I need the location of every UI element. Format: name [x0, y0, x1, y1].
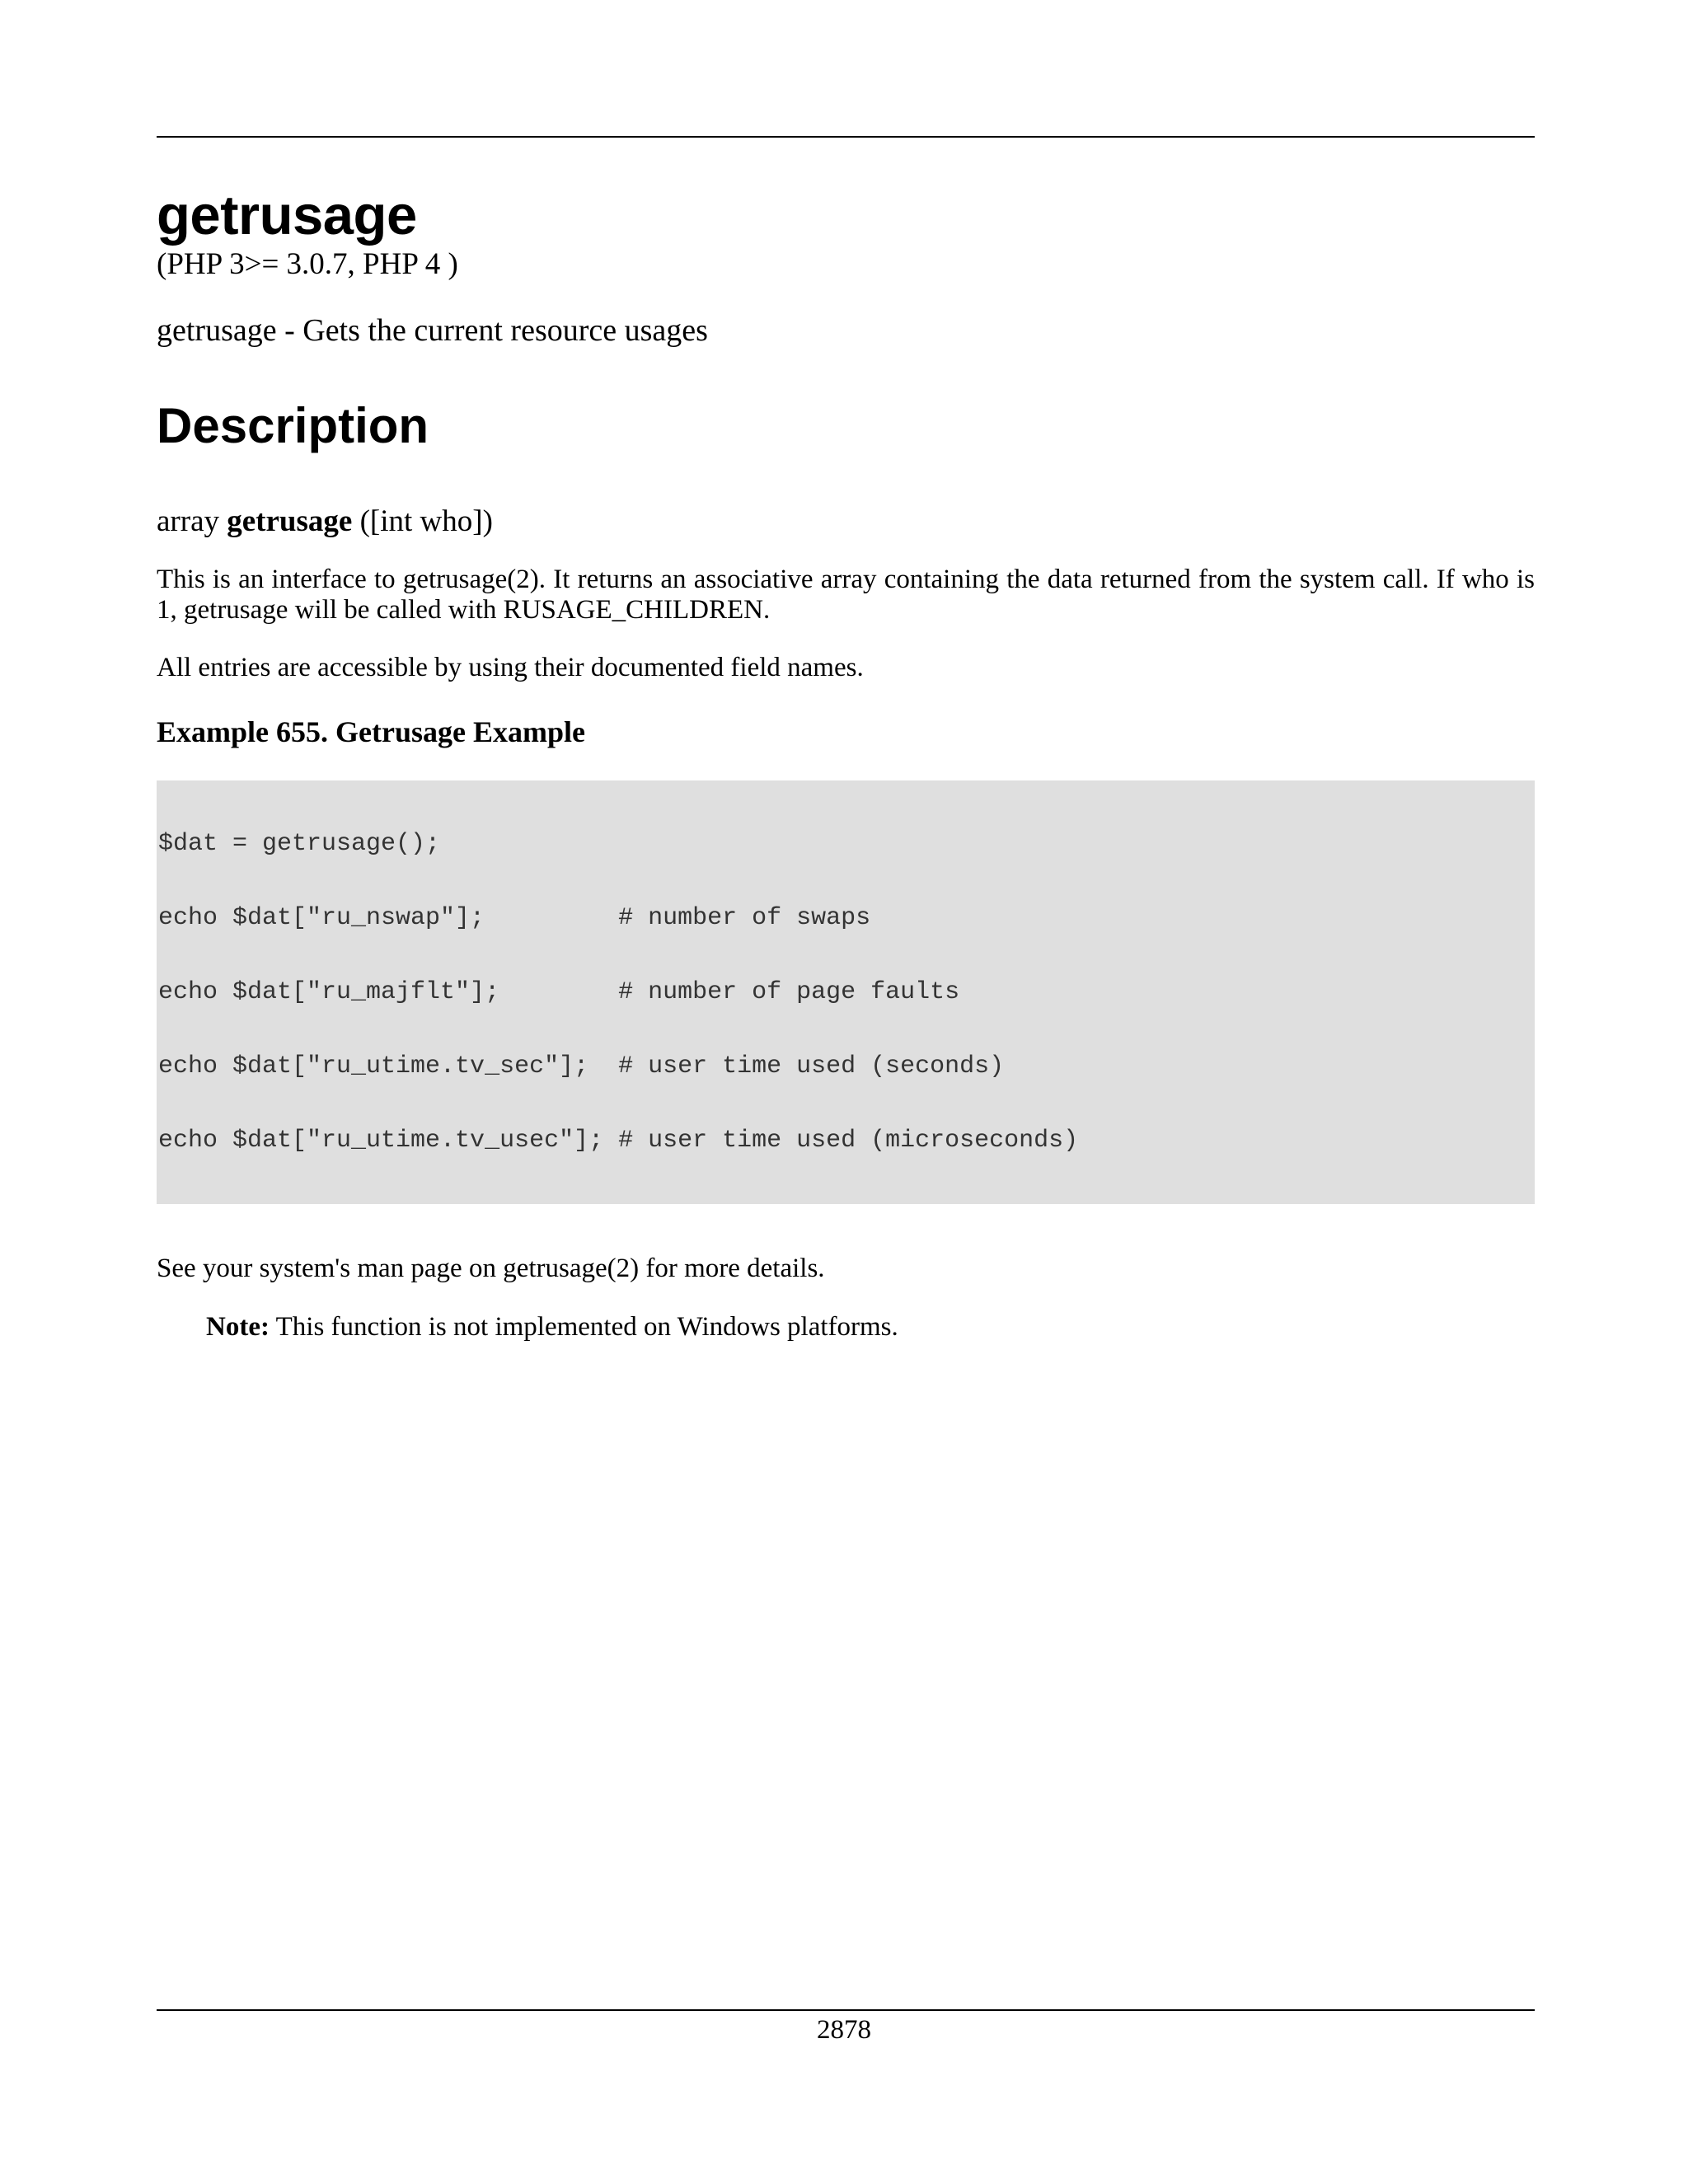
version-info: (PHP 3>= 3.0.7, PHP 4 ) — [157, 247, 458, 281]
code-line: echo $dat["ru_nswap"]; # number of swaps — [158, 903, 871, 932]
synopsis-function-name: getrusage — [227, 504, 353, 538]
note-text: This function is not implemented on Windows platforms. — [269, 1311, 898, 1342]
synopsis-params: ([int who]) — [359, 504, 493, 538]
return-type: array — [157, 504, 219, 538]
example-title: Example 655. Getrusage Example — [157, 715, 585, 749]
page-content — [157, 185, 1535, 1343]
function-purpose: getrusage - Gets the current resource usages — [157, 313, 708, 349]
see-also-paragraph: See your system's man page on getrusage(2) for more details. — [157, 1253, 825, 1283]
description-paragraph: This is an interface to getrusage(2). It returns an associative array containing the data returned from the system call. If who is 1, getrusage will be called with RUSAGE_CHILDREN. — [157, 565, 1535, 626]
function-synopsis — [157, 504, 1535, 540]
page-number: 2878 — [817, 2015, 871, 2045]
header-rule — [157, 136, 1535, 138]
description-heading: Description — [157, 397, 429, 453]
function-title: getrusage — [157, 185, 417, 246]
note-label: Note: — [206, 1311, 270, 1342]
code-line: $dat = getrusage(); — [158, 829, 441, 858]
code-line: echo $dat["ru_majflt"]; # number of page faults — [158, 977, 960, 1006]
code-example — [157, 780, 1535, 1204]
code-line: echo $dat["ru_utime.tv_sec"]; # user time used (seconds) — [158, 1052, 1005, 1080]
description-paragraph-2: All entries are accessible by using their documented field names. — [157, 653, 864, 683]
code-line: echo $dat["ru_utime.tv_usec"]; # user time used (microseconds) — [158, 1126, 1079, 1155]
footer-rule — [157, 2009, 1535, 2011]
note-block — [206, 1312, 1535, 1343]
